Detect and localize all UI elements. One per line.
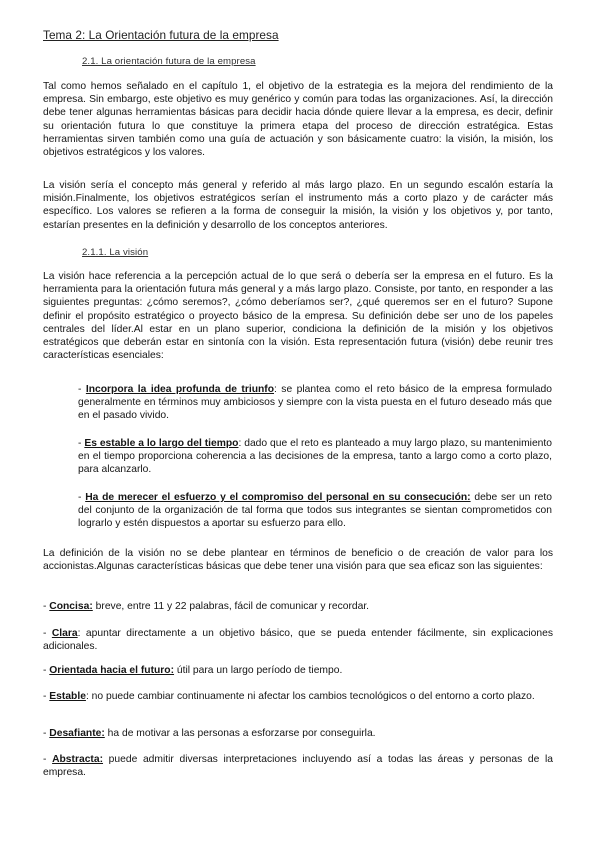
- trait-text: breve, entre 11 y 22 palabras, fácil de comunicar y recordar.: [92, 601, 370, 612]
- list-dash: -: [43, 691, 50, 702]
- paragraph-vision-characteristics: La definición de la visión no se debe plantear en términos de beneficio o de creación de valor para los accionistas.Algunas características básicas que debe tener una visión para que sea eficaz son las siguientes:: [43, 548, 553, 573]
- list-dash: -: [43, 665, 50, 676]
- feature-keyword: Incorpora la idea profunda de triunfo: [85, 384, 274, 395]
- trait-keyword: Concisa:: [49, 601, 93, 612]
- feature-keyword: Es estable a lo largo del tiempo: [84, 438, 239, 449]
- feature-item: [78, 491, 552, 531]
- section-heading-vision: 2.1.1. La visión: [82, 247, 149, 258]
- list-dash: -: [43, 754, 53, 765]
- trait-text: : no puede cambiar continuamente ni afectar los cambios tecnológicos o del entorno a corto plazo.: [85, 691, 535, 702]
- trait-item: [43, 690, 553, 703]
- trait-keyword: Abstracta:: [52, 754, 104, 765]
- page-title: Tema 2: La Orientación futura de la empresa: [43, 28, 279, 42]
- trait-text: : apuntar directamente a un objetivo básico, que se pueda entender fácilmente, sin explicaciones adicionales.: [43, 628, 553, 653]
- feature-text: debe ser un reto del conjunto de la organización de tal forma que todos sus integrantes se sientan comprometidos con lograrlo y estén dispuestos a aportar su esfuerzo para ello.: [78, 492, 552, 530]
- feature-text: : se plantea como el reto básico de la empresa formulado generalmente en términos muy ambiciosos y siempre con la vista puesta en el futuro deseado más que en el pasado vivido.: [78, 384, 552, 422]
- list-dash: -: [78, 384, 86, 395]
- list-dash: -: [78, 438, 85, 449]
- trait-item: [43, 627, 553, 653]
- feature-item: [78, 383, 552, 423]
- trait-text: ha de motivar a las personas a esforzarse por conseguirla.: [104, 728, 376, 739]
- feature-item: [78, 437, 552, 477]
- feature-text: : dado que el reto es planteado a muy largo plazo, su mantenimiento en el tiempo proporciona coherencia a las decisiones de la empresa, tanto a largo como a corto plazo, para alcanzarlo.: [78, 438, 552, 476]
- trait-keyword: Desafiante:: [49, 728, 105, 739]
- feature-keyword: Ha de merecer el esfuerzo y el compromiso del personal en su consecución:: [85, 492, 471, 503]
- list-dash: -: [43, 728, 50, 739]
- list-dash: -: [43, 601, 50, 612]
- trait-item: [43, 727, 553, 740]
- trait-item: [43, 600, 553, 613]
- section-heading-orientacion: 2.1. La orientación futura de la empresa: [82, 56, 256, 67]
- trait-text: útil para un largo período de tiempo.: [174, 665, 343, 676]
- trait-item: [43, 664, 553, 677]
- list-dash: -: [78, 492, 86, 503]
- list-dash: -: [43, 628, 52, 639]
- trait-keyword: Orientada hacia el futuro:: [49, 665, 175, 676]
- trait-keyword: Clara: [51, 628, 78, 639]
- paragraph-vision-concept: La visión sería el concepto más general y referido al más largo plazo. En un segundo escalón estaría la misión.Finalmente, los objetivos estratégicos serían el instrumento más a corto plazo y de carácter más específico. Los valores se refieren a la forma de conseguir la misión, la visión y los objetivos y, por tanto, estarían presentes en la definición y desarrollo de los conceptos anteriores.: [43, 180, 553, 231]
- paragraph-vision-definition: La visión hace referencia a la percepción actual de lo que será o debería ser la empresa en el futuro. Es la herramienta para la orientación futura más general y a más largo plazo. Consiste, por tanto, en responder a las siguientes preguntas: ¿cómo seremos?, ¿cómo deberíamos ser?, ¿qué queremos ser en el futuro? Supone definir el propósito estratégico o proyecto básico de la empresa. Su definición debe ser uno de los papeles centrales del líder.Al estar en un plano superior, condiciona la definición de la misión y los objetivos estratégicos que deberán estar en sintonía con la visión. Esta representación futura (visión) debe reunir tres características esenciales:: [43, 271, 553, 362]
- trait-keyword: Estable: [49, 691, 86, 702]
- paragraph-intro: Tal como hemos señalado en el capítulo 1, el objetivo de la estrategia es la mejora del rendimiento de la empresa. Sin embargo, este objetivo es muy genérico y común para todas las organizaciones. Así, la dirección debe tener algunas herramientas básicas para decidir hacia dónde quiere llevar a la empresa, es decir, definir su orientación futura lo que constituye la primera etapa del proceso de dirección estratégica. Estas herramientas sirven también como una guía de actuación y son básicamente cuatro: la visión, la misión, los objetivos estratégicos y los valores.: [43, 81, 553, 159]
- trait-item: [43, 753, 553, 779]
- trait-text: puede admitir diversas interpretaciones incluyendo así a todas las áreas y personas de la empresa.: [43, 754, 553, 779]
